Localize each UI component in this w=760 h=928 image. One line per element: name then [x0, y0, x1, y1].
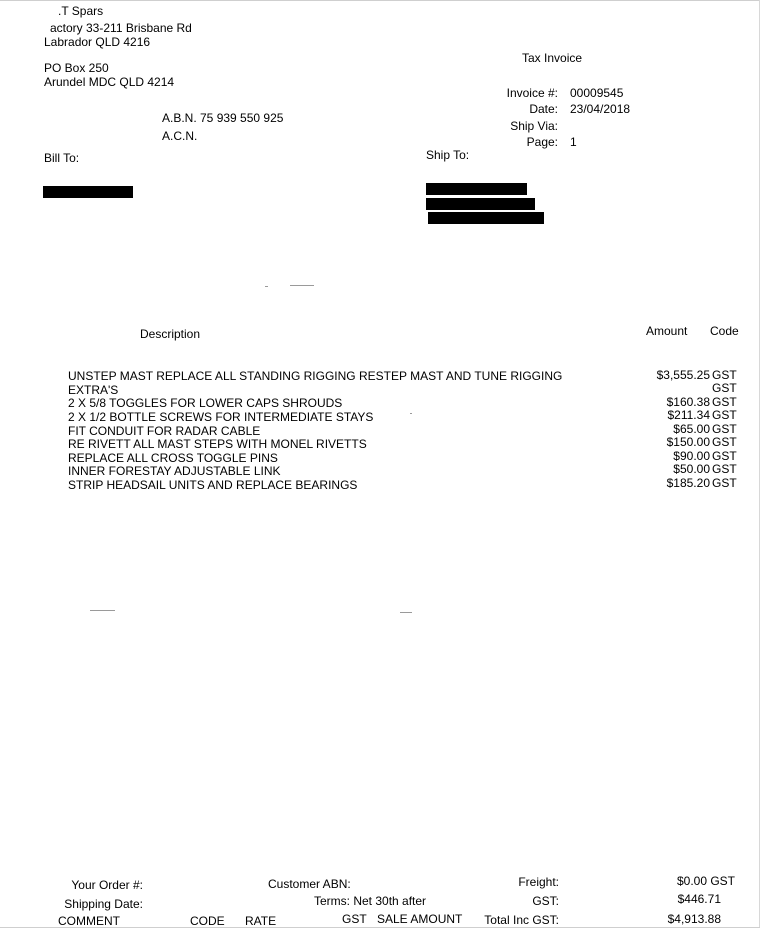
line-item-code: GST	[712, 422, 737, 436]
ship-to-redaction-line3	[428, 212, 544, 224]
line-item-description: 2 X 5/8 TOGGLES FOR LOWER CAPS SHROUDS	[68, 396, 343, 410]
line-item-amount: $185.20	[666, 476, 710, 490]
line-item-amount: $90.00	[673, 449, 710, 463]
supplier-abn: A.B.N. 75 939 550 925	[162, 111, 284, 125]
supplier-po-city: Arundel MDC QLD 4214	[44, 75, 175, 89]
invoice-date-value: 23/04/2018	[570, 102, 631, 116]
ship-to-redaction-line2	[426, 198, 535, 210]
supplier-po-box: PO Box 250	[44, 61, 109, 75]
page-label: Page:	[526, 135, 558, 149]
line-item-code: GST	[712, 395, 737, 409]
ship-to-redaction-line1	[426, 183, 527, 195]
line-item-description: RE RIVETT ALL MAST STEPS WITH MONEL RIVETTS	[68, 437, 367, 451]
line-item-code: GST	[712, 449, 737, 463]
line-item-code: GST	[712, 476, 737, 490]
supplier-acn: A.C.N.	[162, 129, 198, 143]
gst-label: GST:	[532, 894, 559, 908]
line-item-amount: $50.00	[673, 462, 710, 476]
scan-speck	[400, 612, 412, 613]
invoice-number-label: Invoice #:	[506, 86, 558, 100]
rate-header: RATE	[245, 914, 277, 928]
supplier-address-line2: Labrador QLD 4216	[44, 35, 151, 49]
code-header: CODE	[190, 914, 225, 928]
line-item-description: UNSTEP MAST REPLACE ALL STANDING RIGGING RESTEP MAST AND TUNE RIGGING	[68, 369, 563, 383]
line-item-description: STRIP HEADSAIL UNITS AND REPLACE BEARINGS	[68, 478, 358, 492]
bill-to-label: Bill To:	[44, 151, 80, 165]
supplier-address-line1: actory 33-211 Brisbane Rd	[50, 21, 192, 35]
invoice-date-label: Date:	[529, 102, 558, 116]
shipping-date-label: Shipping Date:	[64, 897, 143, 911]
line-item-code: GST	[712, 462, 737, 476]
column-header-description: Description	[140, 327, 201, 341]
line-item-description: REPLACE ALL CROSS TOGGLE PINS	[68, 451, 278, 465]
line-item-description: 2 X 1/2 BOTTLE SCREWS FOR INTERMEDIATE STAYS	[68, 410, 374, 424]
gst-header: GST	[342, 912, 367, 926]
line-item-description: FIT CONDUIT FOR RADAR CABLE	[68, 424, 261, 438]
freight-label: Freight:	[518, 875, 559, 889]
line-item-amount: $160.38	[666, 395, 710, 409]
line-item-description: INNER FORESTAY ADJUSTABLE LINK	[68, 464, 281, 478]
line-item-amount: $150.00	[666, 435, 710, 449]
scan-speck	[410, 413, 412, 414]
customer-abn-label: Customer ABN:	[268, 877, 351, 891]
ship-to-label: Ship To:	[426, 148, 470, 162]
line-item-amount: $65.00	[673, 422, 710, 436]
line-item-code: GST	[712, 381, 737, 395]
sale-amount-header: SALE AMOUNT	[377, 912, 463, 926]
ship-via-label: Ship Via:	[510, 119, 558, 133]
line-item-code: GST	[712, 435, 737, 449]
page-value: 1	[570, 135, 577, 149]
line-item-amount: $3,555.25	[656, 368, 710, 382]
comment-header: COMMENT	[58, 914, 120, 928]
line-item-code: GST	[712, 368, 737, 382]
scan-speck	[90, 610, 115, 611]
total-label: Total Inc GST:	[484, 913, 559, 927]
invoice-number-value: 00009545	[570, 86, 624, 100]
page-top-border	[0, 0, 760, 1]
bill-to-redaction	[43, 186, 133, 198]
your-order-label: Your Order #:	[71, 878, 143, 892]
scan-speck	[290, 285, 314, 286]
line-item-code: GST	[712, 408, 737, 422]
column-header-amount: Amount	[646, 324, 688, 338]
scan-speck	[265, 286, 268, 287]
supplier-name: .T Spars	[58, 4, 104, 18]
terms-label: Terms: Net 30th after	[314, 894, 427, 908]
gst-value: $446.71	[677, 892, 721, 906]
freight-value: $0.00 GST	[676, 874, 735, 888]
line-item-description: EXTRA'S	[68, 383, 119, 397]
line-item-amount: $211.34	[667, 408, 710, 422]
column-header-code: Code	[710, 324, 739, 338]
document-title: Tax Invoice	[522, 51, 583, 65]
total-value: $4,913.88	[667, 912, 721, 926]
